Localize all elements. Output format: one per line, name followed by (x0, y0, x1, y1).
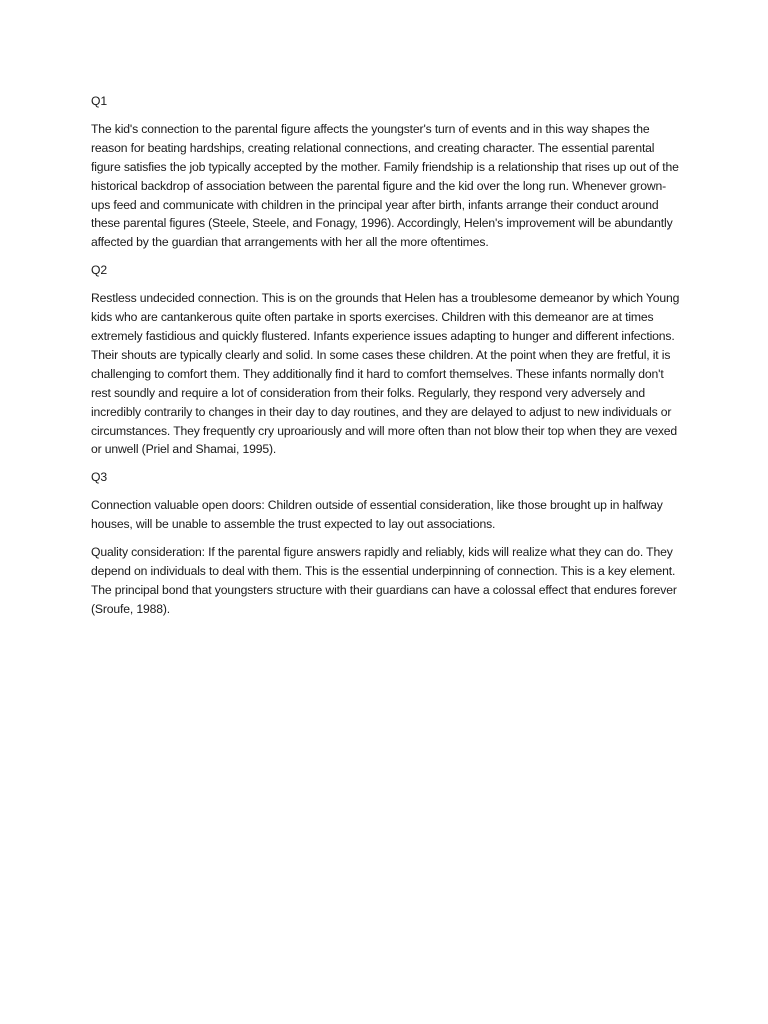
section-heading: Q1 (91, 94, 107, 108)
section-q2 (91, 261, 681, 459)
paragraph: Connection valuable open doors: Children outside of essential consideration, like those brought up in halfway houses, will be unable to assemble the trust expected to lay out associations. (91, 498, 663, 532)
section-heading: Q2 (91, 263, 107, 278)
document-body (91, 92, 681, 628)
section-heading: Q3 (91, 470, 107, 485)
section-q3 (91, 468, 681, 618)
section-q1 (91, 92, 681, 252)
paragraph: Quality consideration: If the parental figure answers rapidly and reliably, kids will realize what they can do. They depend on individuals to deal with them. This is the essential underpinning of connection. This is a key element. The principal bond that youngsters structure with their guardians can have a colossal effect that endures forever (Sroufe, 1988). (91, 545, 677, 616)
paragraph: The kid's connection to the parental figure affects the youngster's turn of events and in this way shapes the reason for beating hardships, creating relational connections, and creating character. The essential parental figure satisfies the job typically accepted by the mother. Family friendship is a relationship that rises up out of the historical backdrop of association between the parental figure and the kid over the long run. Whenever grown-ups feed and communicate with children in the principal year after birth, infants arrange their conduct around these parental figures (Steele, Steele, and Fonagy, 1996). Accordingly, Helen's improvement will be abundantly affected by the guardian that arrangements with her all the more oftentimes. (91, 121, 679, 250)
paragraph: Restless undecided connection. This is on the grounds that Helen has a troublesome demeanor by which Young kids who are cantankerous quite often partake in sports exercises. Children with this demeanor are at times extremely fastidious and quickly flustered. Infants experience issues adapting to hunger and different infections. Their shouts are typically clearly and solid. In some cases these children. At the point when they are fretful, it is challenging to comfort them. They additionally find it hard to comfort themselves. These infants normally don't rest soundly and require a lot of consideration from their folks. Regularly, they respond very adversely and incredibly contrarily to changes in their day to day routines, and they are delayed to adjust to new individuals or circumstances. They frequently cry uproariously and will more often than not blow their top when they are vexed or unwell (Priel and Shamai, 1995). (91, 291, 680, 457)
